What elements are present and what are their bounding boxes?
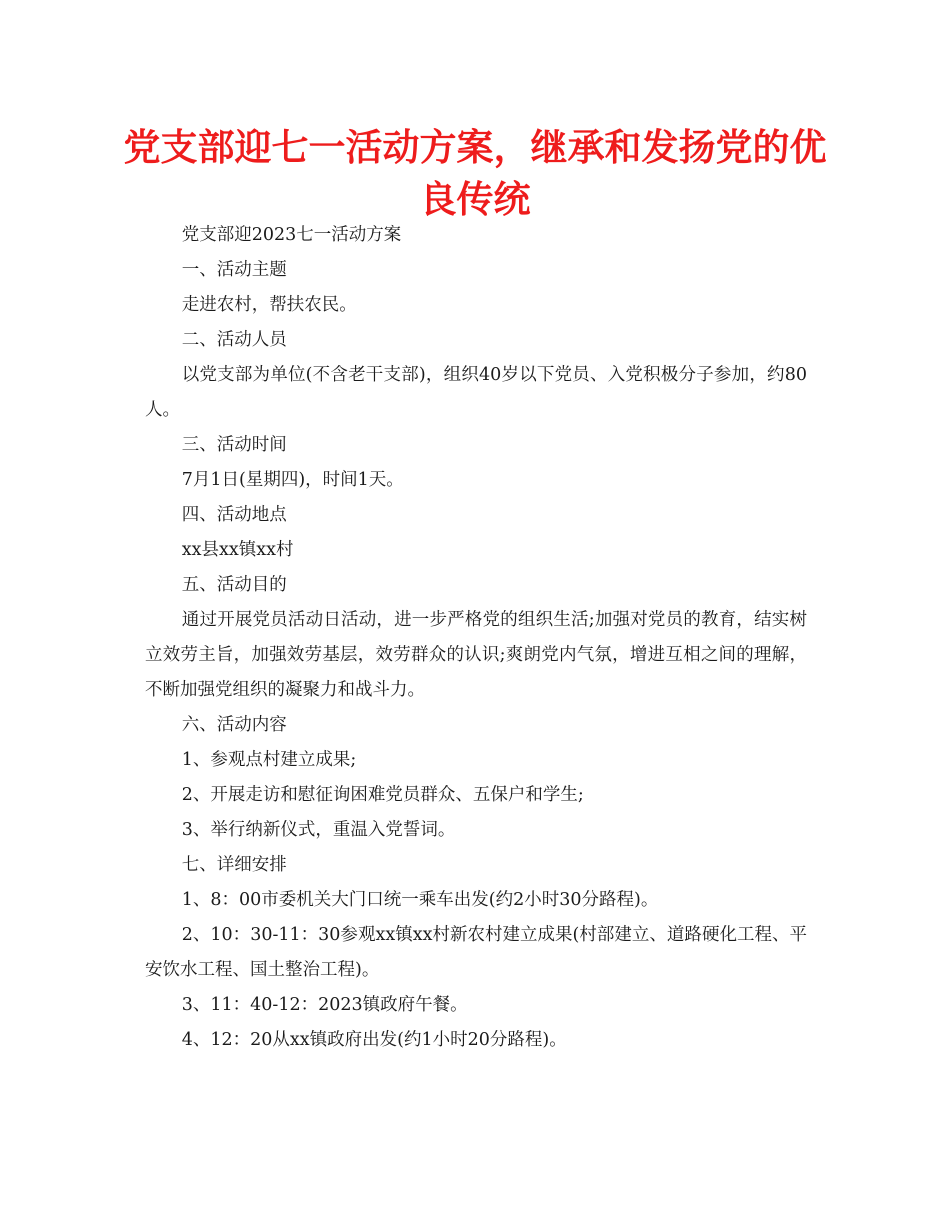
section-heading-purpose: 五、活动目的: [181, 575, 287, 595]
document-title: 党支部迎七一活动方案，继承和发扬党的优良传统: [123, 126, 827, 221]
paragraph: 通过开展党员活动日活动，进一步严格党的组织生活;加强对党员的教育，结实树立效劳主旨，加强效劳基层，效劳群众的认识;爽朗党内气氛，增进互相之间的理解，不断加强党组织的凝聚力和战斗力。: [145, 610, 807, 700]
list-item: 1、参观点村建立成果;: [181, 750, 357, 770]
paragraph: 以党支部为单位(不含老干支部)，组织40岁以下党员、入党积极分子参加，约80人。: [145, 365, 807, 420]
paragraph: 7月1日(星期四)，时间1天。: [181, 470, 404, 490]
list-item: 3、11：40-12：2023镇政府午餐。: [181, 995, 468, 1015]
section-heading-location: 四、活动地点: [181, 505, 287, 525]
list-item: 2、开展走访和慰征询困难党员群众、五保户和学生;: [181, 785, 584, 805]
paragraph-subtitle: 党支部迎2023七一活动方案: [181, 225, 402, 245]
list-item: 1、8：00市委机关大门口统一乘车出发(约2小时30分路程)。: [181, 890, 659, 910]
section-heading-content: 六、活动内容: [181, 715, 287, 735]
section-heading-schedule: 七、详细安排: [181, 855, 287, 875]
section-heading-participants: 二、活动人员: [181, 330, 287, 350]
list-item: 3、举行纳新仪式，重温入党誓词。: [181, 820, 456, 840]
list-item: 4、12：20从xx镇政府出发(约1小时20分路程)。: [181, 1030, 567, 1050]
document-body: [145, 218, 807, 1058]
list-item: 2、10：30-11：30参观xx镇xx村新农村建立成果(村部建立、道路硬化工程、平安饮水工程、国土整治工程)。: [145, 925, 807, 980]
section-heading-time: 三、活动时间: [181, 435, 287, 455]
paragraph: xx县xx镇xx村: [181, 540, 294, 560]
paragraph: 走进农村，帮扶农民。: [181, 295, 357, 315]
section-heading-theme: 一、活动主题: [181, 260, 287, 280]
